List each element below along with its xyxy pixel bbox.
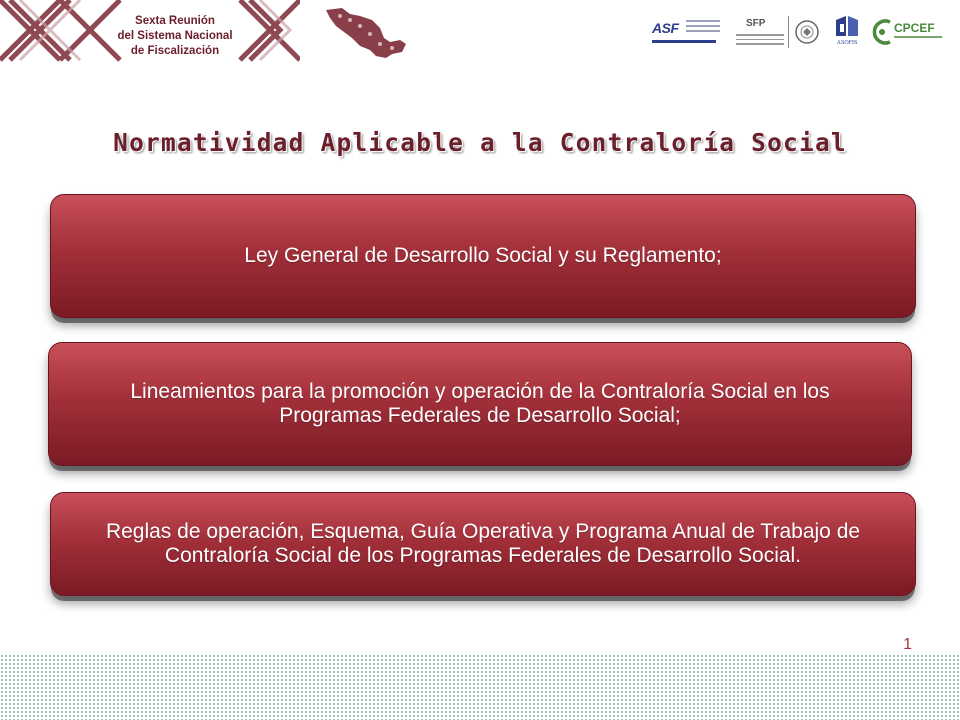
header bbox=[0, 0, 960, 90]
page-number: 1 bbox=[903, 636, 912, 653]
content-box bbox=[50, 492, 916, 596]
cpcef-logo-text: CPCEF bbox=[894, 21, 935, 35]
asf-logo-bar bbox=[652, 40, 716, 43]
event-title-line: del Sistema Nacional bbox=[117, 30, 233, 42]
cpcef-mark-icon bbox=[870, 16, 894, 48]
asf-logo-text: ASF bbox=[652, 20, 679, 36]
content-box-text: Reglas de operación, Esquema, Guía Operativa y Programa Anual de Trabajo de Contraloría Social de los Programas Federales de Desarrollo Social. bbox=[105, 520, 861, 567]
asofis-logo-text: ASOFIS bbox=[836, 40, 858, 46]
asofis-mark-icon bbox=[828, 12, 866, 40]
slide-title: Normatividad Aplicable a la Contraloría Social bbox=[113, 128, 847, 157]
cpcef-logo-underline bbox=[894, 36, 942, 38]
asf-logo-lines bbox=[686, 20, 720, 35]
event-title bbox=[100, 14, 250, 59]
event-title-line: de Fiscalización bbox=[130, 45, 220, 57]
mexico-map-icon bbox=[320, 4, 410, 64]
event-title-line: Sexta Reunión bbox=[135, 15, 215, 27]
sfp-logo-text: SFP bbox=[746, 18, 766, 29]
sfp-logo bbox=[732, 12, 788, 52]
content-box bbox=[50, 194, 916, 318]
cpcef-logo bbox=[870, 12, 946, 52]
asf-logo bbox=[648, 12, 720, 52]
seal-icon bbox=[794, 12, 820, 52]
footer-dot-pattern bbox=[0, 654, 960, 720]
sfp-logo-lines bbox=[736, 34, 784, 48]
content-box-text: Ley General de Desarrollo Social y su Reglamento; bbox=[244, 244, 722, 267]
logo-divider bbox=[788, 16, 789, 48]
partner-logos bbox=[648, 12, 948, 52]
content-box-text: Lineamientos para la promoción y operación de la Contraloría Social en los Programas Federales de Desarrollo Social; bbox=[130, 380, 830, 427]
asofis-logo bbox=[828, 12, 866, 52]
content-box bbox=[48, 342, 912, 466]
